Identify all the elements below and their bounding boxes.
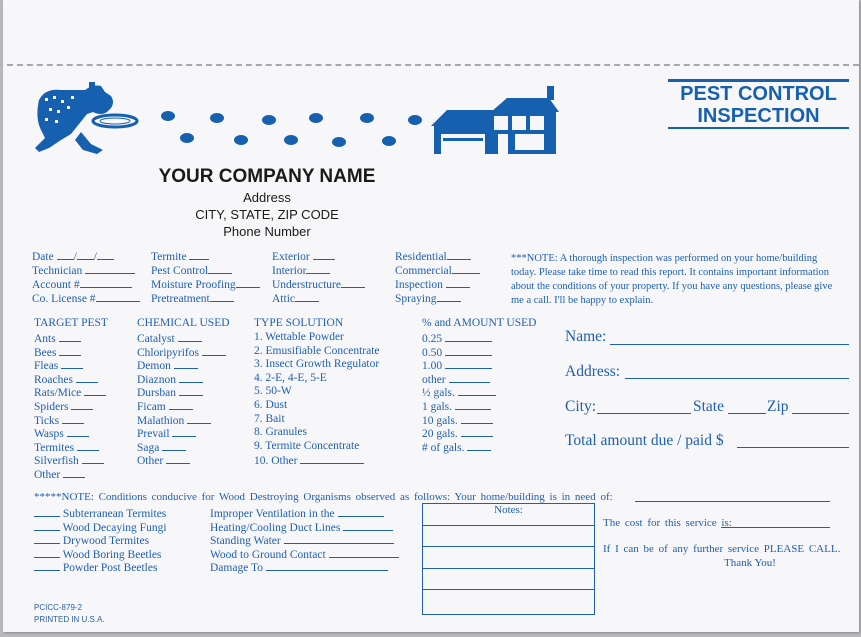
moisture-proofing-field[interactable]: Moisture Proofing xyxy=(151,277,260,292)
blank-line[interactable] xyxy=(169,399,193,410)
customer-name-input[interactable] xyxy=(610,344,849,345)
inspection-field[interactable]: Inspection xyxy=(395,277,470,292)
blank-line[interactable] xyxy=(59,331,81,342)
pretreatment-field[interactable]: Pretreatment xyxy=(151,291,234,306)
blank-line[interactable] xyxy=(172,426,196,437)
understructure-field[interactable]: Understructure xyxy=(272,277,365,292)
blank-line[interactable] xyxy=(467,440,491,451)
blank-line[interactable] xyxy=(61,358,83,369)
bug-trail-icon xyxy=(153,108,423,152)
chemical-item[interactable]: Malathion xyxy=(137,413,211,428)
title-line-2: INSPECTION xyxy=(697,105,820,127)
wdo-organism-item[interactable]: Subterranean Termites xyxy=(34,506,166,521)
perforation-line xyxy=(7,64,859,66)
amount-item[interactable]: 0.25 xyxy=(422,331,492,346)
company-phone: Phone Number xyxy=(223,224,311,239)
customer-address-input[interactable] xyxy=(625,378,849,379)
blank-line[interactable] xyxy=(179,385,203,396)
target-pest-item[interactable]: Spiders xyxy=(34,399,93,414)
solution-item[interactable]: 10. Other xyxy=(254,453,364,468)
blank-line[interactable] xyxy=(84,385,106,396)
chemical-used-header: CHEMICAL USED xyxy=(137,317,230,329)
notes-label: Notes: xyxy=(494,504,523,516)
blank-line[interactable] xyxy=(34,520,60,531)
blank-line[interactable] xyxy=(34,560,60,571)
closing-line-1: If I can be of any further service PLEASE CALL. xyxy=(603,543,841,555)
detective-logo-icon xyxy=(31,82,141,158)
solution-item[interactable]: 6. Dust xyxy=(254,399,288,411)
solution-item[interactable]: 8. Granules xyxy=(254,426,308,439)
chemical-item[interactable]: Saga xyxy=(137,440,186,455)
blank-line[interactable] xyxy=(34,533,60,544)
blank-line[interactable] xyxy=(449,372,490,383)
blank-line[interactable] xyxy=(178,331,202,342)
solution-item[interactable]: 1. Wettable Powder xyxy=(254,331,344,343)
customer-name-label: Name: xyxy=(565,328,607,345)
solution-item[interactable]: 4. 2-E, 4-E, 5-E xyxy=(254,371,327,384)
target-pest-item[interactable]: Wasps xyxy=(34,426,89,441)
customer-state-input[interactable] xyxy=(728,413,766,414)
service-cost-label: The cost for this service is: xyxy=(603,517,732,529)
customer-zip-input[interactable] xyxy=(792,413,849,414)
blank-line[interactable] xyxy=(67,426,89,437)
wdo-condition-item[interactable]: Standing Water xyxy=(210,533,394,548)
date-field[interactable]: Date / / xyxy=(32,249,114,264)
amount-item[interactable]: ½ gals. xyxy=(422,385,496,400)
blank-line[interactable] xyxy=(71,399,93,410)
printed-in-usa: PRINTED IN U.S.A. xyxy=(34,615,105,624)
blank-line[interactable] xyxy=(445,358,492,369)
chemical-item[interactable]: Prevail xyxy=(137,426,196,441)
chemical-item[interactable]: Demon xyxy=(137,358,198,373)
residential-field[interactable]: Residential xyxy=(395,249,471,264)
technician-field[interactable]: Technician xyxy=(32,263,135,278)
solution-item[interactable]: 3. Insect Growth Regulator xyxy=(254,358,380,371)
wdo-condition-item[interactable]: Wood to Ground Contact xyxy=(210,547,399,562)
blank-line[interactable] xyxy=(284,533,394,544)
need-of-input[interactable] xyxy=(635,501,830,502)
type-solution-header: TYPE SOLUTION xyxy=(254,317,344,329)
target-pest-item[interactable]: Silverfish xyxy=(34,453,104,468)
blank-line[interactable] xyxy=(82,453,104,464)
wdo-note: *****NOTE: Conditions conducive for Wood Destroying Organisms observed as follows: Your home/building is in need of: xyxy=(34,491,613,503)
amount-item[interactable]: 1 gals. xyxy=(422,399,491,414)
solution-item[interactable]: 7. Bait xyxy=(254,412,285,425)
notes-line[interactable] xyxy=(423,526,594,548)
company-name: YOUR COMPANY NAME xyxy=(158,166,376,187)
target-pest-item[interactable]: Rats/Mice xyxy=(34,385,106,400)
total-amount-input[interactable] xyxy=(737,447,849,448)
wdo-condition-item[interactable]: Heating/Cooling Duct Lines xyxy=(210,520,393,535)
solution-item[interactable]: 2. Emusifiable Concentrate xyxy=(254,344,380,357)
total-amount-label: Total amount due / paid $ xyxy=(565,432,724,449)
blank-line[interactable] xyxy=(179,372,203,383)
notes-line[interactable] xyxy=(423,569,594,591)
notes-line[interactable] xyxy=(423,547,594,569)
wdo-organism-item[interactable]: Wood Decaying Fungi xyxy=(34,520,167,535)
wdo-organism-item[interactable]: Drywood Termites xyxy=(34,533,149,548)
blank-line[interactable] xyxy=(59,345,81,356)
target-pest-header: TARGET PEST xyxy=(34,317,108,329)
blank-line[interactable] xyxy=(63,467,85,478)
company-city-state-zip: CITY, STATE, ZIP CODE xyxy=(195,207,339,222)
blank-line[interactable] xyxy=(34,506,60,517)
chemical-item[interactable]: Ficam xyxy=(137,399,193,414)
blank-line[interactable] xyxy=(166,453,190,464)
blank-line[interactable] xyxy=(76,372,98,383)
amount-used-header: % and AMOUNT USED xyxy=(422,317,537,329)
interior-field[interactable]: Interior xyxy=(272,263,330,278)
chemical-item[interactable]: Catalyst xyxy=(137,331,202,346)
amount-item[interactable]: 0.50 xyxy=(422,345,492,360)
blank-line[interactable] xyxy=(34,547,60,558)
closing-line-2: Thank You! xyxy=(724,557,776,569)
exterior-field[interactable]: Exterior xyxy=(272,249,335,264)
wdo-condition-item[interactable]: Damage To xyxy=(210,560,388,575)
commercial-field[interactable]: Commercial xyxy=(395,263,480,278)
customer-state-label: State xyxy=(693,398,724,415)
blank-line[interactable] xyxy=(77,440,99,451)
target-pest-item[interactable]: Fleas xyxy=(34,358,83,373)
inspection-form-page xyxy=(3,0,859,632)
target-pest-item[interactable]: Bees xyxy=(34,345,81,360)
blank-line[interactable] xyxy=(162,440,186,451)
license-field[interactable]: Co. License # xyxy=(32,291,140,306)
blank-line[interactable] xyxy=(338,506,384,517)
target-pest-item[interactable]: Ticks xyxy=(34,413,84,428)
blank-line[interactable] xyxy=(343,520,393,531)
wdo-organism-item[interactable]: Wood Boring Beetles xyxy=(34,547,161,562)
blank-line[interactable] xyxy=(445,345,492,356)
date-label: Date xyxy=(32,251,54,263)
chemical-item[interactable]: Chloripyrifos xyxy=(137,345,226,360)
amount-item[interactable]: 10 gals. xyxy=(422,413,493,428)
blank-line[interactable] xyxy=(461,426,493,437)
target-pest-item[interactable]: Roaches xyxy=(34,372,98,387)
wdo-organism-item[interactable]: Powder Post Beetles xyxy=(34,560,157,575)
blank-line[interactable] xyxy=(461,413,493,424)
solution-item[interactable]: 5. 50-W xyxy=(254,385,292,398)
amount-item[interactable]: # of gals. xyxy=(422,440,491,455)
spraying-field[interactable]: Spraying xyxy=(395,291,461,306)
blank-line[interactable] xyxy=(458,385,496,396)
blank-line[interactable] xyxy=(202,345,226,356)
account-field[interactable]: Account # xyxy=(32,277,132,292)
blank-line[interactable] xyxy=(62,413,84,424)
notes-line[interactable] xyxy=(423,590,594,611)
inspection-note: ***NOTE: A thorough inspection was performed on your home/building today. Please take time to read this report. It contains important information about the conditions of your property. If you have any questions, please give me a call. I'll be happy to explain. xyxy=(511,253,833,306)
solution-item[interactable]: 9. Termite Concentrate xyxy=(254,439,360,452)
blank-line[interactable] xyxy=(329,547,399,558)
wdo-condition-item[interactable]: Improper Ventilation in the xyxy=(210,506,384,521)
customer-city-label: City: xyxy=(565,398,597,415)
attic-field[interactable]: Attic xyxy=(272,291,319,306)
house-icon xyxy=(431,84,561,156)
blank-line[interactable] xyxy=(187,413,211,424)
company-address: Address xyxy=(243,190,291,205)
blank-line[interactable] xyxy=(174,358,198,369)
form-title xyxy=(668,79,849,129)
blank-line[interactable] xyxy=(300,453,364,464)
blank-line[interactable] xyxy=(445,331,492,342)
title-line-1: PEST CONTROL xyxy=(680,83,837,105)
customer-zip-label: Zip xyxy=(767,398,789,415)
chemical-item[interactable]: Diaznon xyxy=(137,372,203,387)
pest-control-field[interactable]: Pest Control xyxy=(151,263,232,278)
notes-box[interactable] xyxy=(422,503,595,615)
customer-city-input[interactable] xyxy=(597,413,691,414)
blank-line[interactable] xyxy=(455,399,491,410)
termite-field[interactable]: Termite xyxy=(151,249,209,264)
amount-item[interactable]: 20 gals. xyxy=(422,426,493,441)
form-code: PCICC-879-2 xyxy=(34,603,83,612)
target-pest-item[interactable]: Ants xyxy=(34,331,81,346)
amount-item[interactable]: 1.00 xyxy=(422,358,492,373)
customer-address-label: Address: xyxy=(565,363,621,380)
chemical-item[interactable]: Dursban xyxy=(137,385,203,400)
service-cost-input[interactable] xyxy=(721,527,830,528)
target-pest-item[interactable]: Other xyxy=(34,467,85,482)
amount-item[interactable]: other xyxy=(422,372,490,387)
target-pest-item[interactable]: Termites xyxy=(34,440,99,455)
blank-line[interactable] xyxy=(266,560,388,571)
chemical-item[interactable]: Other xyxy=(137,453,190,468)
